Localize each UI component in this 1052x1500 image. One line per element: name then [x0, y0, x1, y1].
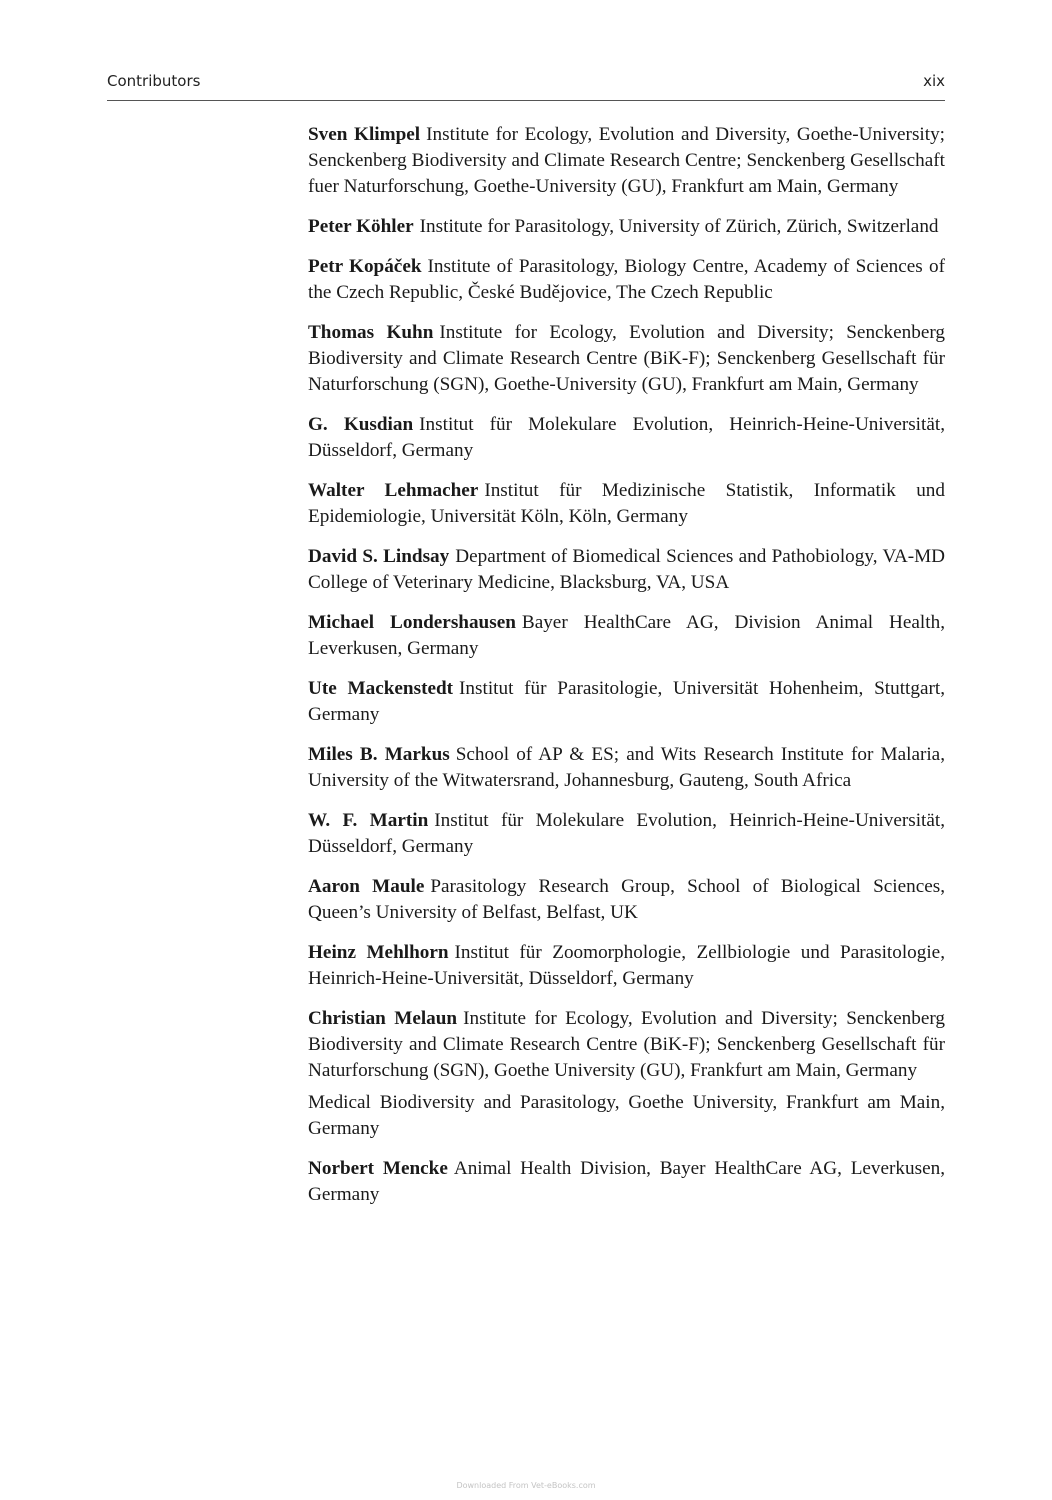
contributor-name: Heinz Mehlhorn — [308, 942, 449, 963]
contributor-affiliation: Bayer HealthCare AG, Division Animal Health, Leverkusen, Germany — [308, 612, 945, 659]
contributor-affiliation: Institute for Ecology, Evolution and Diversity; Senckenberg Biodiversity and Climate Research Centre (BiK-F); Senckenberg Gesellschaft für Naturforschung (SGN), Goethe University (GU), Frankfurt am Main, Germany — [308, 1008, 945, 1081]
contributor-entry — [308, 610, 945, 662]
contributor-entry — [308, 940, 945, 992]
contributor-affiliation: Department of Biomedical Sciences and Pathobiology, VA-MD College of Veterinary Medicine, Blacksburg, VA, USA — [308, 546, 945, 593]
contributor-name: Miles B. Markus — [308, 744, 450, 765]
contributor-name: Thomas Kuhn — [308, 322, 434, 343]
contributor-name: G. Kusdian — [308, 414, 414, 435]
contributor-entry — [308, 412, 945, 464]
contributor-entry — [308, 808, 945, 860]
contributor-affiliation: Institute of Parasitology, Biology Centre, Academy of Sciences of the Czech Republic, České Budějovice, The Czech Republic — [308, 256, 945, 303]
contributor-name: Aaron Maule — [308, 876, 425, 897]
contributor-entry — [308, 1156, 945, 1208]
contributor-affiliation: School of AP & ES; and Wits Research Institute for Malaria, University of the Witwatersrand, Johannesburg, Gauteng, South Africa — [308, 744, 945, 791]
contributor-affiliation: Institute for Parasitology, University of Zürich, Zürich, Switzerland — [419, 216, 939, 237]
contributor-entry — [308, 874, 945, 926]
contributor-name: Petr Kopáček — [308, 256, 422, 277]
contributor-name: W. F. Martin — [308, 810, 429, 831]
contributor-affiliation: Institut für Molekulare Evolution, Heinrich-Heine-Universität, Düsseldorf, Germany — [308, 810, 945, 857]
contributor-affiliation: Institut für Medizinische Statistik, Informatik und Epidemiologie, Universität Köln, Köln, Germany — [308, 480, 945, 527]
contributor-name: Ute Mackenstedt — [308, 678, 454, 699]
contributor-entry — [308, 742, 945, 794]
contributor-affiliation: Institute for Ecology, Evolution and Diversity; Senckenberg Biodiversity and Climate Research Centre (BiK-F); Senckenberg Gesellschaft für Naturforschung (SGN), Goethe-University (GU), Frankfurt am Main, Germany — [308, 322, 946, 395]
contributor-affiliation: Animal Health Division, Bayer HealthCare AG, Leverkusen, Germany — [308, 1158, 945, 1205]
contributor-affiliation: Institut für Parasitologie, Universität Hohenheim, Stuttgart, Germany — [308, 678, 945, 725]
running-head-section-title: Contributors — [107, 72, 201, 90]
contributor-entry — [308, 676, 945, 728]
contributor-name: Michael Londershausen — [308, 612, 516, 633]
contributor-entry — [308, 544, 945, 596]
running-head — [107, 72, 945, 94]
contributor-affiliation: Institut für Molekulare Evolution, Heinrich-Heine-Universität, Düsseldorf, Germany — [308, 414, 945, 461]
contributor-name: Walter Lehmacher — [308, 480, 479, 501]
contributor-entry — [308, 1006, 945, 1142]
contributor-name: Christian Melaun — [308, 1008, 458, 1029]
contributor-name: David S. Lindsay — [308, 546, 450, 567]
contributor-name: Norbert Mencke — [308, 1158, 448, 1179]
contributor-affiliation: Institut für Zoomorphologie, Zellbiologie und Parasitologie, Heinrich-Heine-Universität, Düsseldorf, Germany — [308, 942, 945, 989]
contributor-name: Peter Köhler — [308, 216, 414, 237]
header-rule — [107, 100, 945, 101]
contributor-entry — [308, 214, 945, 240]
page-number: xix — [923, 72, 945, 90]
contributor-list — [308, 122, 945, 1222]
contributor-affiliation: Parasitology Research Group, School of Biological Sciences, Queen’s University of Belfast, Belfast, UK — [308, 876, 946, 923]
contributor-affiliation: Institute for Ecology, Evolution and Diversity, Goethe-University; Senckenberg Biodiversity and Climate Research Centre; Senckenberg Gesellschaft fuer Naturforschung, Goethe-University (GU), Frankfurt am Main, Germany — [308, 124, 945, 197]
contributor-additional-affiliation: Medical Biodiversity and Parasitology, Goethe University, Frankfurt am Main, Germany — [308, 1092, 945, 1139]
contributor-name: Sven Klimpel — [308, 124, 421, 145]
contributor-entry — [308, 254, 945, 306]
contributor-entry — [308, 122, 945, 200]
download-credit: Downloaded From Vet-eBooks.com — [456, 1481, 596, 1490]
contributor-entry — [308, 320, 945, 398]
contributor-entry — [308, 478, 945, 530]
